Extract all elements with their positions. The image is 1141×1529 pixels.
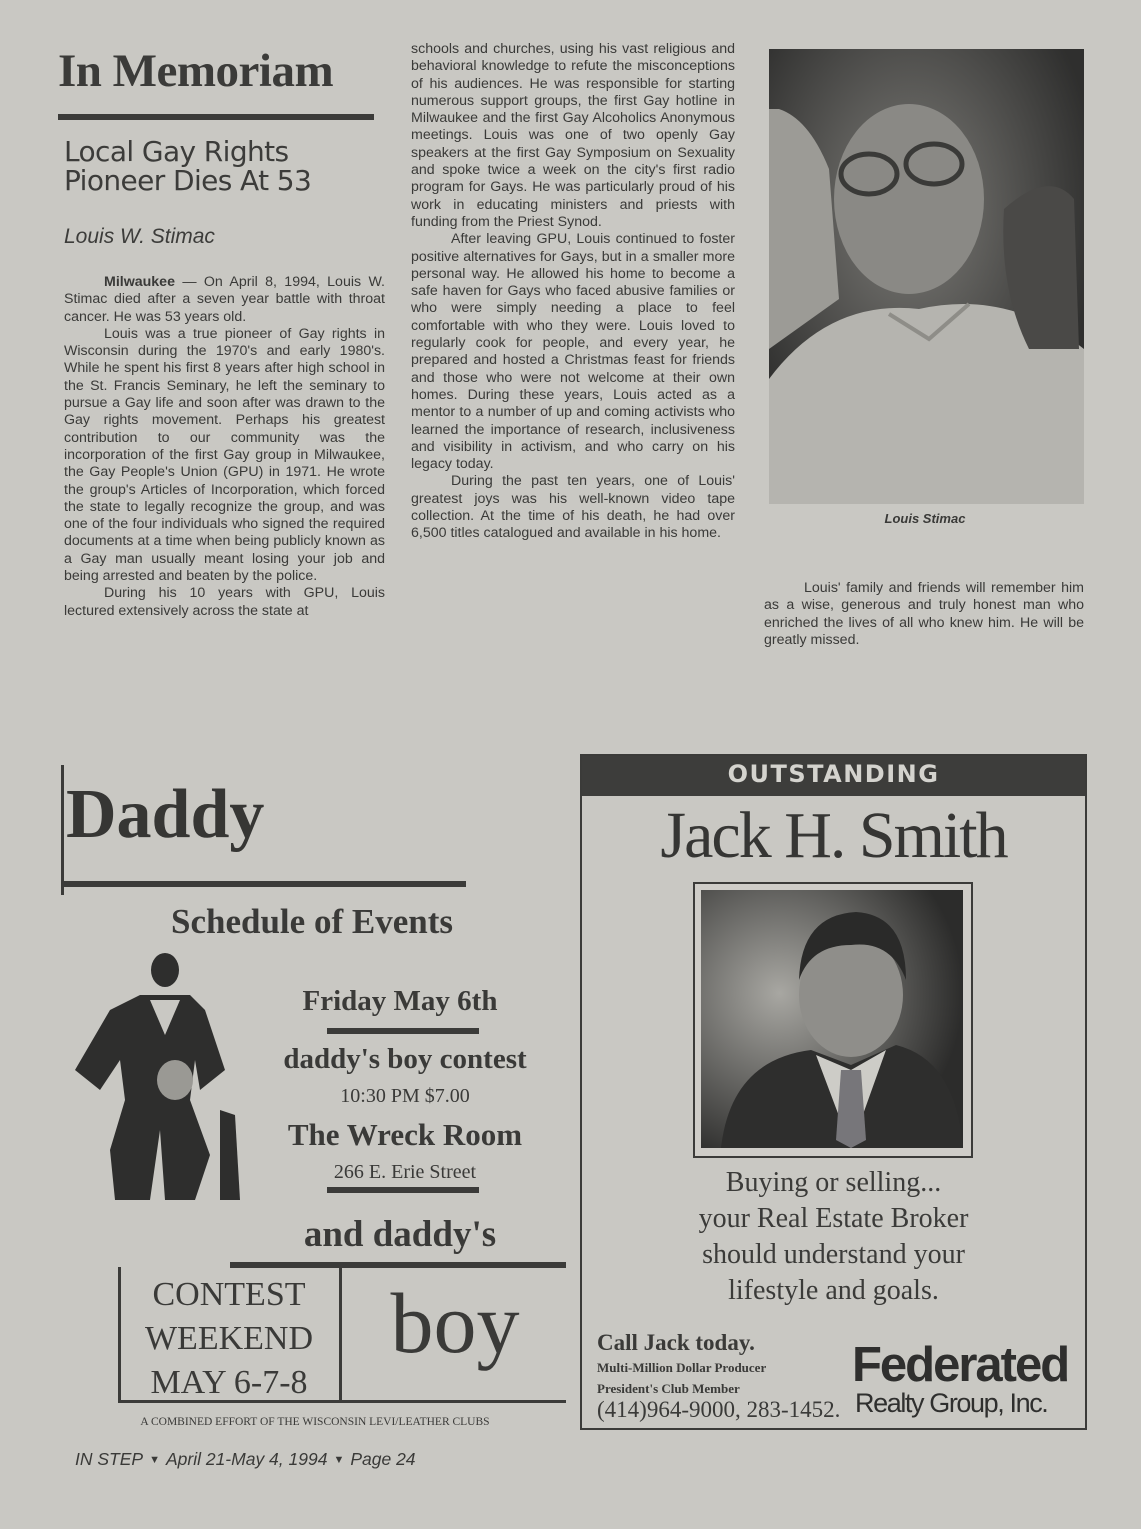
article-paragraph: Louis' family and friends will remember him as a wise, generous and truly honest man who enriched the lives of all who knew him. He will be greatly missed. — [764, 580, 1084, 648]
ad-title-rule — [61, 881, 466, 887]
ad-subtitle: Schedule of Events — [171, 902, 453, 941]
tagline-line: your Real Estate Broker — [698, 1203, 969, 1234]
leather-figure-icon — [70, 950, 250, 1210]
article-paragraph: During the past ten years, one of Louis' greatest joys was his well-known video tape collection. At the time of his death, he had over 6,500 titles catalogued and available in his home. — [411, 473, 735, 542]
tagline-line: Buying or selling... — [725, 1167, 942, 1198]
phone-numbers: (414)964-9000, 283-1452. — [597, 1397, 841, 1422]
event-date: Friday May 6th — [302, 985, 498, 1017]
ad-tagline — [582, 1165, 1085, 1309]
article-column-2 — [411, 41, 735, 543]
portrait-photo-louis-stimac — [769, 49, 1084, 504]
article-column-1 — [64, 274, 385, 620]
box-rule-top — [230, 1262, 566, 1268]
contest-line: CONTEST — [152, 1276, 306, 1313]
box-rule-left — [118, 1267, 121, 1402]
event-time-price: 10:30 PM $7.00 — [340, 1085, 470, 1107]
ad-title-daddy: Daddy — [66, 776, 265, 853]
ad-credit: A COMBINED EFFORT OF THE WISCONSIN LEVI/LEATHER CLUBS — [140, 1416, 490, 1428]
box-rule-middle — [339, 1268, 342, 1402]
divider-rule — [327, 1187, 479, 1193]
triangle-down-icon: ▼ — [333, 1454, 345, 1466]
headline — [64, 137, 384, 195]
issue-dates: April 21-May 4, 1994 — [165, 1449, 328, 1469]
contest-line: WEEKEND — [144, 1320, 314, 1357]
tagline-line: lifestyle and goals. — [728, 1275, 939, 1306]
headline-line-2: Pioneer Dies At 53 — [64, 164, 312, 197]
article-paragraph — [64, 274, 385, 326]
article-paragraph: After leaving GPU, Louis continued to foster positive alternatives for Gays, but in a smaller more personal way. He allowed his home to become a safe haven for Gays who faced abusive families or who were simply needing a place to feel comfortable with who they were. Louis loved to regularly cook for people, and every year, he prepared and hosted a Christmas feast for friends and those who were not welcome at their own homes. During these years, Louis acted as a mentor to a number of up and coming activists who learned the importance of research, inclusiveness and visibility in activism, and who carry on his legacy today. — [411, 231, 735, 473]
article-column-3 — [764, 580, 1084, 649]
article-paragraph: Louis was a true pioneer of Gay rights in Wisconsin during the 1970's and early 1980's. While he spent his first 8 years after high school in the St. Francis Seminary, he left the seminary to pursue a Gay life and soon after was drawn to the Gay rights movement. Perhaps his greatest contribution to our community was the incorporation of the first Gay group in Milwaukee, the Gay People's Union (GPU) in 1971. He wrote the group's Articles of Incorporation, which forced the state to legally recognize the group, and was one of the four individuals who signed the required documents at a time when being publicly known as a Gay man usually meant losing your job and being arrested and beaten by the police. — [64, 325, 385, 585]
event-venue: The Wreck Room — [287, 1117, 523, 1152]
contest-line: MAY 6-7-8 — [150, 1364, 308, 1401]
event-name: daddy's boy contest — [283, 1043, 527, 1075]
page-number: Page 24 — [350, 1449, 416, 1469]
leather-man-illustration — [70, 950, 250, 1210]
event-address: 266 E. Erie Street — [333, 1161, 477, 1183]
photo-caption: Louis Stimac — [884, 511, 966, 526]
agent-name: Jack H. Smith — [660, 799, 1007, 872]
boy-word: boy — [390, 1275, 520, 1371]
section-title: In Memoriam — [58, 45, 334, 97]
publication-name: IN STEP — [75, 1449, 144, 1469]
divider-rule — [327, 1028, 479, 1034]
headline-line-1: Local Gay Rights — [64, 135, 289, 168]
banner-text: OUTSTANDING — [727, 760, 940, 788]
and-daddys-heading: and daddy's — [303, 1214, 497, 1255]
company-logo-federated: Federated — [852, 1338, 1069, 1392]
dateline: Milwaukee — [104, 274, 175, 290]
agent-portrait-illustration — [701, 890, 963, 1148]
credential-club: President's Club Member — [597, 1381, 740, 1396]
ad-vertical-rule — [61, 765, 64, 895]
article-paragraph: During his 10 years with GPU, Louis lectured extensively across the state at — [64, 585, 385, 619]
call-to-action: Call Jack today. — [597, 1330, 755, 1355]
agent-photo — [701, 890, 963, 1148]
credential-producer: Multi-Million Dollar Producer — [597, 1360, 767, 1375]
tagline-line: should understand your — [702, 1239, 965, 1270]
company-logo-realty-group: Realty Group, Inc. — [855, 1388, 1048, 1418]
section-rule — [58, 114, 374, 120]
byline: Louis W. Stimac — [64, 225, 215, 248]
paragraph-text: — On April 8, 1994, Louis W. Stimac died after a seven year battle with throat cancer. He was 53 years old. — [64, 274, 385, 325]
page-footer — [75, 1449, 416, 1470]
triangle-down-icon: ▼ — [149, 1454, 160, 1466]
portrait-illustration — [769, 49, 1084, 504]
article-paragraph: schools and churches, using his vast religious and behavioral knowledge to refute the misconceptions of his audiences. He was responsible for starting numerous support groups, the first Gay hotline in Milwaukee and the first Gay Alcoholics Anonymous meetings. Louis was one of two openly Gay speakers at the first Gay Symposium on Sexuality and spoke twice a week on the city's first radio program for Gays. He was particularly proud of his work in educating ministers and priests with funding from the Priest Synod. — [411, 41, 735, 230]
contest-weekend-block — [124, 1273, 334, 1405]
